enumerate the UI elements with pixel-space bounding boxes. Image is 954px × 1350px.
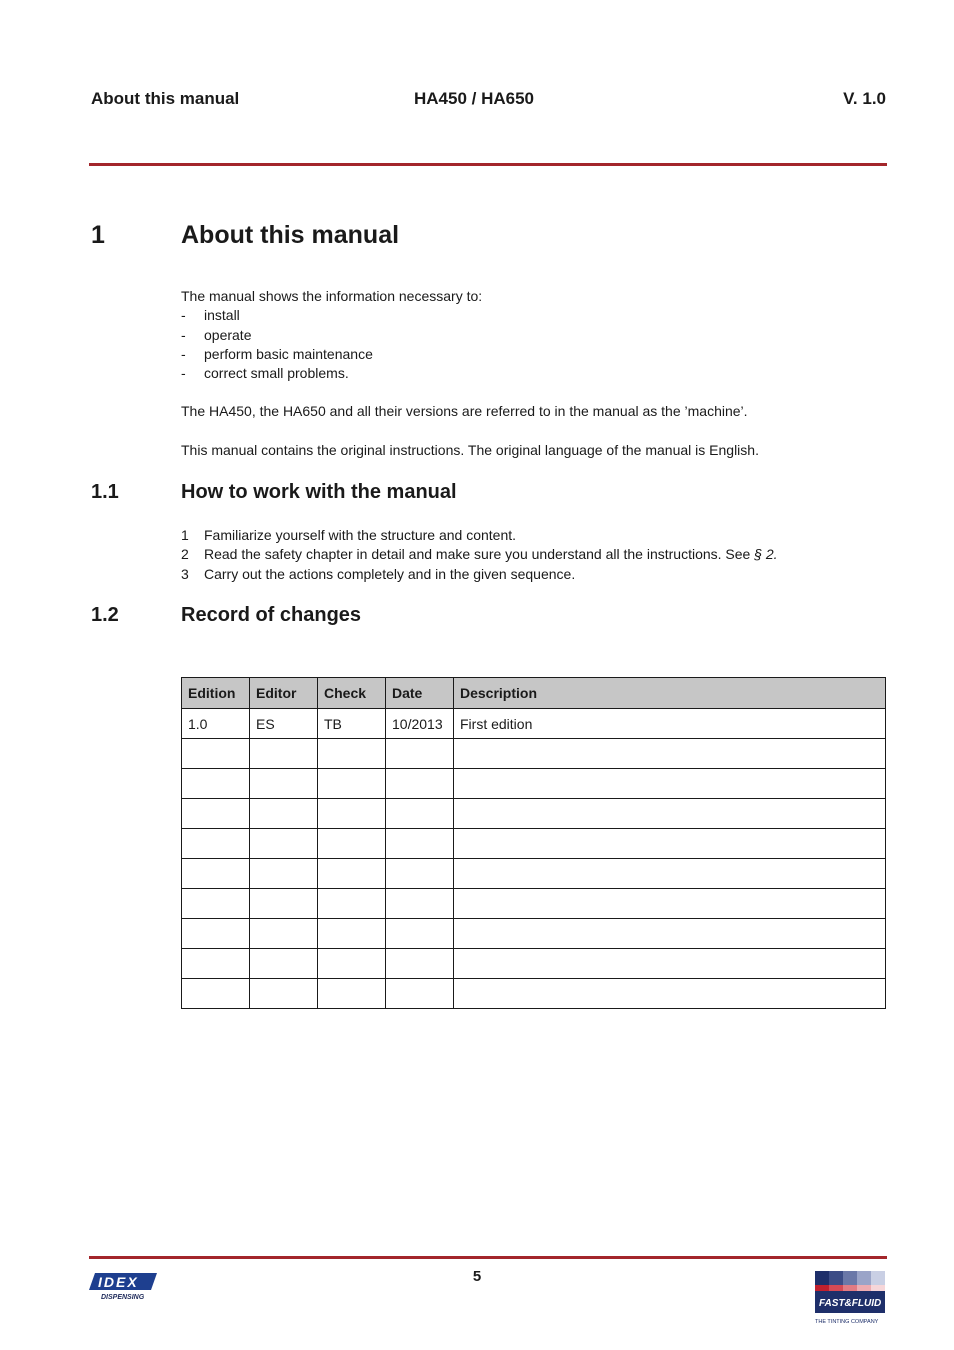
table-cell xyxy=(250,739,318,769)
bullet-text: perform basic maintenance xyxy=(204,345,373,362)
table-cell xyxy=(386,739,454,769)
table-cell xyxy=(454,829,886,859)
idex-logo xyxy=(89,1271,161,1303)
step-number: 3 xyxy=(181,565,189,582)
table-cell xyxy=(182,739,250,769)
table-cell xyxy=(318,739,386,769)
table-cell xyxy=(250,919,318,949)
footer-rule xyxy=(89,1256,887,1259)
fast-fluid-logo-icon xyxy=(815,1271,887,1325)
section-reference-link[interactable]: § 2. xyxy=(754,546,778,563)
table-cell: ES xyxy=(250,709,318,739)
bullet-marker: - xyxy=(181,307,186,324)
bullet-marker: - xyxy=(181,345,186,362)
table-cell xyxy=(318,859,386,889)
header-rule xyxy=(89,163,887,166)
column-header: Editor xyxy=(250,678,318,709)
table-cell xyxy=(454,799,886,829)
bullet-marker: - xyxy=(181,326,186,343)
bullet-item xyxy=(181,306,881,325)
step-text: Read the safety chapter in detail and make sure you understand all the instructions. See xyxy=(204,546,755,563)
table-cell xyxy=(250,859,318,889)
column-header: Description xyxy=(454,678,886,709)
header-left: About this manual xyxy=(91,89,240,108)
table-row xyxy=(182,949,886,979)
table-cell: 10/2013 xyxy=(386,709,454,739)
fast-fluid-logo xyxy=(815,1271,887,1325)
bullet-marker: - xyxy=(181,365,186,382)
table-cell xyxy=(182,859,250,889)
intro-text: The manual shows the information necessary to: xyxy=(181,288,483,304)
svg-text:FAST&FLUID: FAST&FLUID xyxy=(819,1298,882,1309)
paragraph-original-instructions: This manual contains the original instructions. The original language of the manual is English. xyxy=(181,441,759,458)
record-of-changes-table xyxy=(181,677,886,1009)
table-cell xyxy=(182,829,250,859)
table-row xyxy=(182,829,886,859)
step-number: 2 xyxy=(181,546,189,563)
chapter-body xyxy=(181,287,881,460)
table-cell xyxy=(386,829,454,859)
column-header: Date xyxy=(386,678,454,709)
table-cell xyxy=(182,919,250,949)
header-right: V. 1.0 xyxy=(843,89,886,108)
table-cell xyxy=(318,979,386,1009)
table-cell xyxy=(386,769,454,799)
table-cell xyxy=(454,739,886,769)
section-1-2-title: Record of changes xyxy=(181,604,362,626)
table-cell xyxy=(182,979,250,1009)
table-cell xyxy=(386,859,454,889)
bullet-item xyxy=(181,326,881,345)
table-row xyxy=(182,739,886,769)
table-row xyxy=(182,919,886,949)
table-row xyxy=(182,799,886,829)
table-body xyxy=(182,709,886,1009)
step-text: Familiarize yourself with the structure and content. xyxy=(204,527,517,543)
table-row xyxy=(182,979,886,1009)
table-cell xyxy=(250,949,318,979)
step-number: 1 xyxy=(181,527,189,543)
table-row xyxy=(182,769,886,799)
section-1-2-number: 1.2 xyxy=(91,604,119,626)
column-header: Edition xyxy=(182,678,250,709)
table-cell xyxy=(454,769,886,799)
section-1-1-number: 1.1 xyxy=(91,481,119,503)
table-cell xyxy=(250,829,318,859)
table-cell xyxy=(386,949,454,979)
table-cell xyxy=(454,859,886,889)
section-1-1-title: How to work with the manual xyxy=(181,481,457,503)
table-row xyxy=(182,889,886,919)
page-number: 5 xyxy=(472,1268,482,1285)
table-cell xyxy=(182,769,250,799)
table-cell: First edition xyxy=(454,709,886,739)
table-cell: TB xyxy=(318,709,386,739)
table-cell: 1.0 xyxy=(182,709,250,739)
table-cell xyxy=(318,949,386,979)
table-cell xyxy=(386,979,454,1009)
table-cell xyxy=(182,889,250,919)
table-cell xyxy=(454,949,886,979)
table-cell xyxy=(386,799,454,829)
chapter-number: 1 xyxy=(91,221,105,249)
step-item xyxy=(181,565,881,584)
step-content xyxy=(204,545,778,564)
table-cell xyxy=(386,919,454,949)
table-header-row xyxy=(182,678,886,709)
paragraph-machine: The HA450, the HA650 and all their versions are referred to in the manual as the ’machine’. xyxy=(181,403,748,420)
step-item xyxy=(181,526,881,545)
step-item xyxy=(181,545,881,564)
table-cell xyxy=(454,979,886,1009)
table-cell xyxy=(250,799,318,829)
bullet-item xyxy=(181,345,881,364)
step-content xyxy=(204,526,516,545)
table-cell xyxy=(318,799,386,829)
table-cell xyxy=(250,979,318,1009)
table-cell xyxy=(250,889,318,919)
bullet-text: install xyxy=(204,307,240,324)
table-cell xyxy=(182,949,250,979)
chapter-title: About this manual xyxy=(181,221,400,249)
bullet-text: correct small problems. xyxy=(204,365,349,382)
idex-logo-icon xyxy=(89,1271,161,1303)
table-row xyxy=(182,859,886,889)
steps-list xyxy=(181,526,881,584)
table-cell xyxy=(318,919,386,949)
bullet-list xyxy=(181,306,881,383)
svg-text:IDEX: IDEX xyxy=(98,1274,139,1290)
table-cell xyxy=(386,889,454,919)
column-header: Check xyxy=(318,678,386,709)
svg-text:THE TINTING COMPANY: THE TINTING COMPANY xyxy=(815,1319,879,1325)
table-cell xyxy=(250,769,318,799)
step-text: Carry out the actions completely and in the given sequence. xyxy=(204,565,576,582)
table-cell xyxy=(454,919,886,949)
table-row xyxy=(182,709,886,739)
table-cell xyxy=(454,889,886,919)
header-center: HA450 / HA650 xyxy=(414,89,535,108)
step-content xyxy=(204,565,575,584)
table-cell xyxy=(182,799,250,829)
svg-text:DISPENSING: DISPENSING xyxy=(101,1294,145,1301)
table-cell xyxy=(318,889,386,919)
bullet-item xyxy=(181,364,881,383)
table-cell xyxy=(318,769,386,799)
table-cell xyxy=(318,829,386,859)
bullet-text: operate xyxy=(204,326,252,343)
